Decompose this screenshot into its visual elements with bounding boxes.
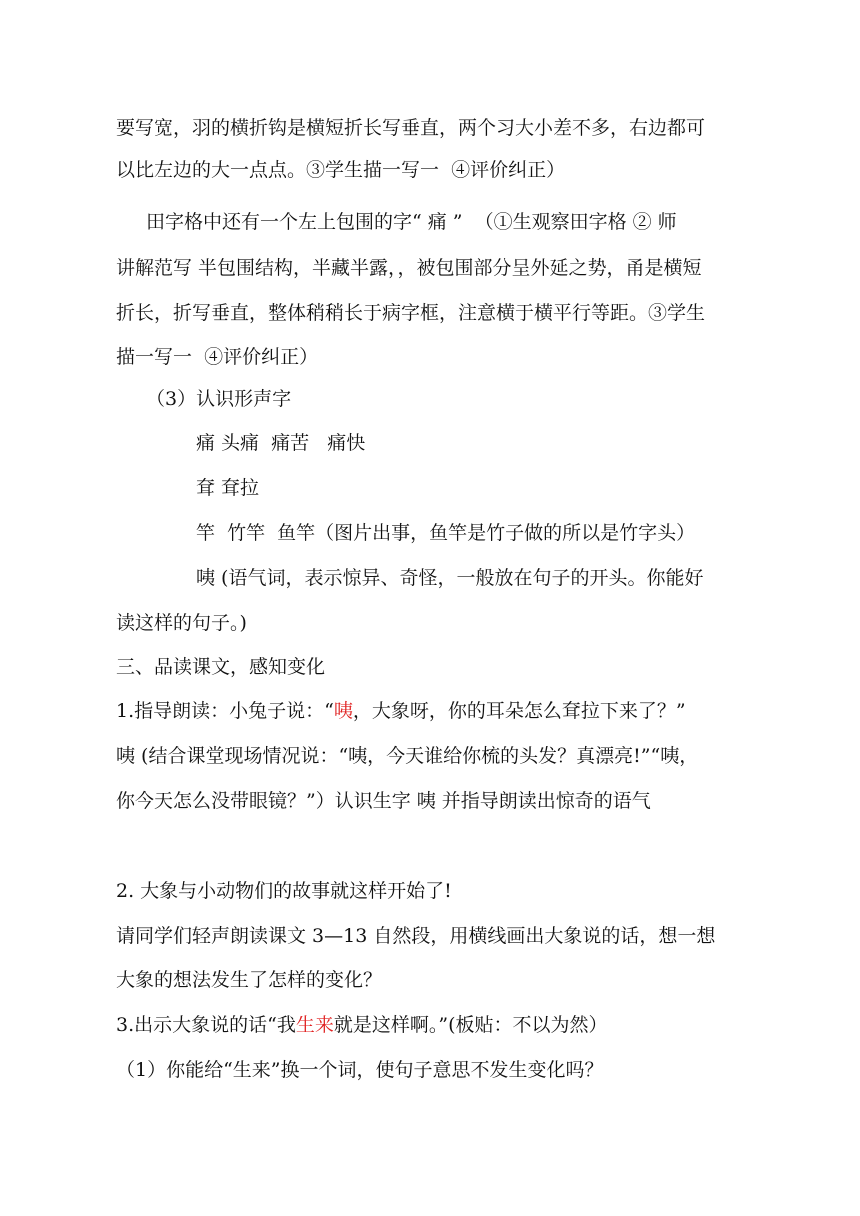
paragraph-line: 要写宽，羽的横折钩是横短折长写垂直，两个习大小差不多，右边都可: [116, 117, 706, 139]
paragraph-line: 咦 (结合课堂现场情况说：“咦，今天谁给你梳的头发？真漂亮!”“咦，: [116, 745, 699, 767]
text-run: 3.出示大象说的话“我: [116, 1014, 296, 1036]
paragraph-line: 以比左边的大一点点。③学生描一写一 ④评价纠正）: [116, 159, 566, 181]
highlighted-word: 生来: [295, 1014, 334, 1036]
paragraph-line: 讲解范写 半包围结构，半藏半露，，被包围部分呈外延之势，甬是横短: [116, 257, 702, 279]
question-line: （1）你能给“生来”换一个词，使句子意思不发生变化吗？: [116, 1059, 604, 1081]
text-run: 1.指导朗读：小兔子说：“: [116, 700, 334, 722]
paragraph-line: 描一写一 ④评价纠正）: [116, 346, 319, 368]
paragraph-line: 读这样的句子。): [116, 612, 247, 634]
paragraph-line: 大象的想法发生了怎样的变化？: [116, 969, 383, 991]
word-list-line: 耷 耷拉: [196, 477, 260, 499]
word-list-line: 咦 (语气词，表示惊异、奇怪，一般放在句子的开头。你能好: [196, 567, 704, 589]
text-run: ，大象呀，你的耳朵怎么耷拉下来了？”: [352, 700, 686, 722]
section-heading: （3）认识形声字: [146, 388, 292, 410]
paragraph-line: 请同学们轻声朗读课文 3—13 自然段，用横线画出大象说的话，想一想: [116, 925, 716, 947]
section-heading: 三、品读课文，感知变化: [116, 656, 326, 678]
paragraph-line: 2. 大象与小动物们的故事就这样开始了!: [116, 880, 452, 902]
word-list-line: 竿 竹竿 鱼竿（图片出事，鱼竿是竹子做的所以是竹字头）: [196, 522, 696, 544]
text-run: 就是这样啊。”(板贴：不以为然）: [333, 1014, 608, 1036]
paragraph-line: [116, 1015, 608, 1035]
word-list-line: 痛 头痛 痛苦 痛快: [196, 432, 366, 454]
highlighted-word: 咦: [333, 700, 353, 722]
paragraph-line: 你今天怎么没带眼镜？”）认识生字 咦 并指导朗读出惊奇的语气: [116, 790, 651, 812]
paragraph-line: [116, 701, 686, 721]
paragraph-line: 田字格中还有一个左上包围的字“ 痛 ” （①生观察田字格 ② 师: [146, 211, 677, 233]
paragraph-line: 折长，折写垂直，整体稍稍长于病字框，注意横于横平行等距。③学生: [116, 302, 706, 324]
